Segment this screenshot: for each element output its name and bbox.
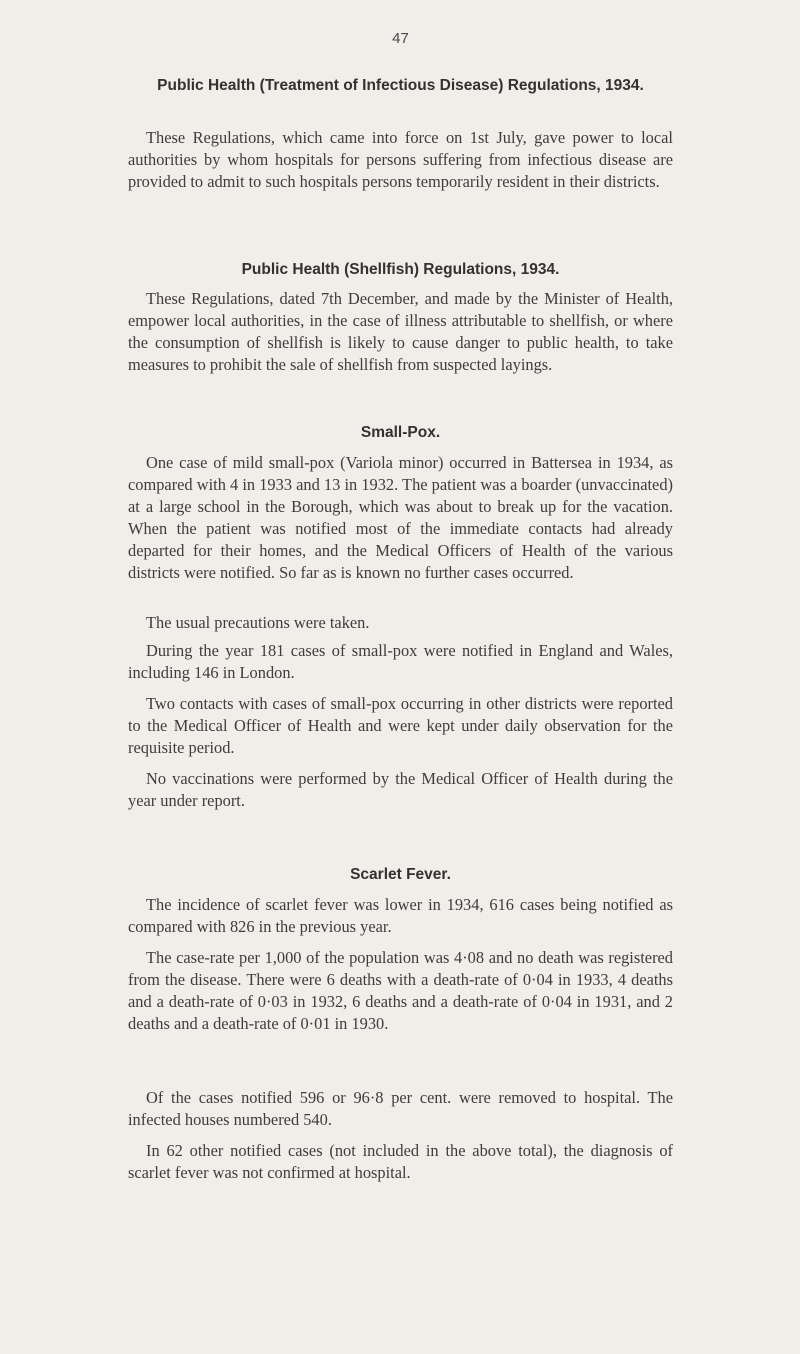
paragraph: The incidence of scarlet fever was lower in 1934, 616 cases being notified as compared with 826 in the previous year.: [128, 895, 673, 936]
paragraph: The case-rate per 1,000 of the population was 4·08 and no death was registered from the disease. There were 6 deaths with a death-rate of 0·04 in 1933, 4 deaths and a death-rate of 0·03 in 1932, 6 deaths and a death-rate of 0·04 in 1931, and 2 deaths and a death-rate of 0·01 in 1930.: [128, 948, 673, 1033]
heading-shellfish-regulations: Public Health (Shellfish) Regulations, 1934.: [241, 261, 560, 278]
paragraph: During the year 181 cases of small-pox were notified in England and Wales, including 146 in London.: [128, 641, 673, 682]
paragraph: Two contacts with cases of small-pox occurring in other districts were reported to the Medical Officer of Health and were kept under daily observation for the requisite period.: [128, 694, 673, 757]
paragraph: One case of mild small-pox (Variola minor) occurred in Battersea in 1934, as compared with 4 in 1933 and 13 in 1932. The patient was a boarder (unvaccinated) at a large school in the Borough, which was about to break up for the vacation. When the patient was notified most of the immediate contacts had already departed for their homes, and the Medical Officers of Health of the various districts were notified. So far as is known no further cases occurred.: [128, 453, 673, 582]
paragraph: The usual precautions were taken.: [146, 613, 370, 632]
paragraph: Of the cases notified 596 or 96·8 per cent. were removed to hospital. The infected houses numbered 540.: [128, 1088, 673, 1129]
page-number: 47: [392, 30, 409, 47]
paragraph: In 62 other notified cases (not included in the above total), the diagnosis of scarlet fever was not confirmed at hospital.: [128, 1141, 673, 1182]
heading-treatment-regulations: Public Health (Treatment of Infectious Disease) Regulations, 1934.: [157, 77, 644, 94]
paragraph: These Regulations, dated 7th December, and made by the Minister of Health, empower local authorities, in the case of illness attributable to shellfish, or where the consumption of shellfish is likely to cause danger to public health, to take measures to prohibit the sale of shellfish from suspected layings.: [128, 289, 673, 374]
heading-scarlet-fever: Scarlet Fever.: [350, 866, 451, 883]
paragraph: These Regulations, which came into force on 1st July, gave power to local authorities by whom hospitals for persons suffering from infectious disease are provided to admit to such hospitals persons temporarily resident in their districts.: [128, 128, 673, 191]
heading-small-pox: Small-Pox.: [360, 424, 441, 441]
paragraph: No vaccinations were performed by the Medical Officer of Health during the year under report.: [128, 769, 673, 810]
